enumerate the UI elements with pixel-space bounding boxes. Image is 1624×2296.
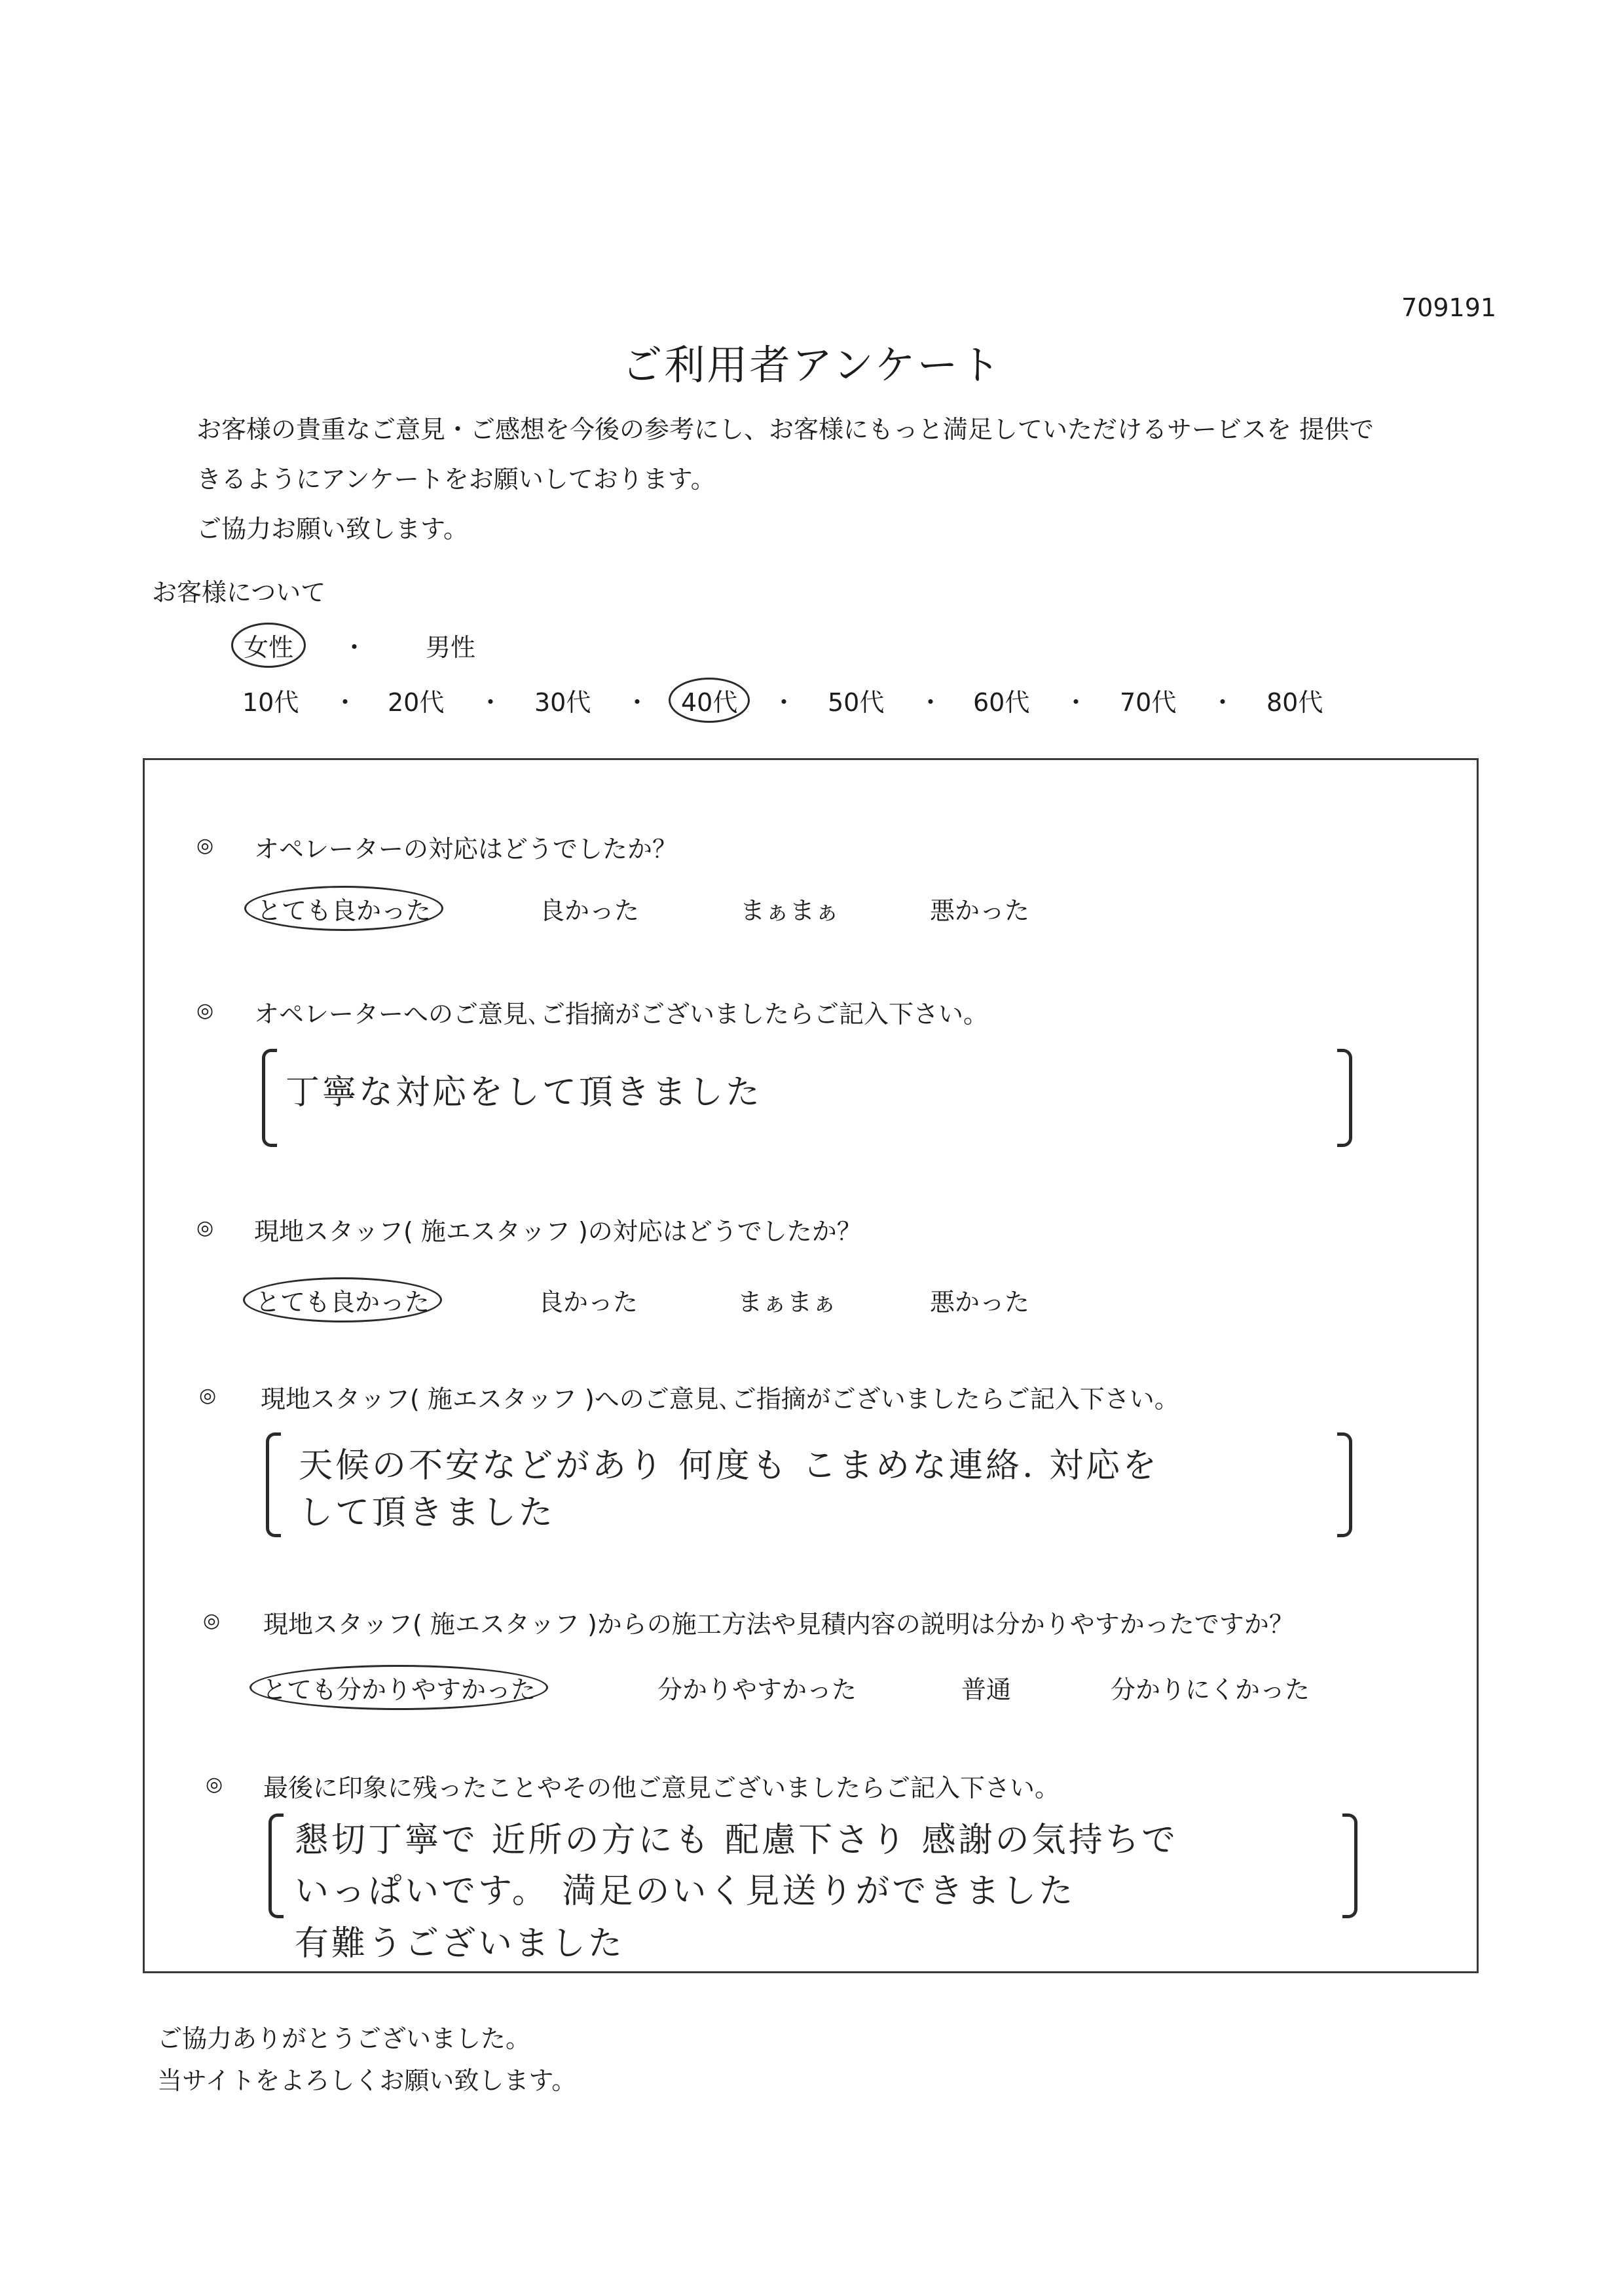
- closing-line: ご協力ありがとうございました。: [157, 2024, 531, 2053]
- option-very-easy[interactable]: とても分かりやすかった: [249, 1665, 548, 1710]
- intro-line: お客様の貴重なご意見・ご感想を今後の参考にし、お客様にもっと満足していただけるサービスを 提供で: [196, 415, 1375, 444]
- answer-bracket-right: [1342, 1813, 1357, 1918]
- customer-heading: お客様について: [152, 578, 326, 607]
- separator: ・: [918, 688, 944, 717]
- gender-option-male[interactable]: 男性: [426, 633, 476, 662]
- answer-bracket-right: [1337, 1049, 1352, 1147]
- question-operator-response: オペレーターの対応はどうでしたか？: [254, 835, 678, 864]
- option-good[interactable]: 良かった: [540, 896, 640, 925]
- answer-bracket-left: [266, 1432, 281, 1537]
- document-id: 709191: [1401, 293, 1497, 322]
- age-option-70[interactable]: 70代: [1120, 688, 1177, 717]
- question-bullet: ◎: [196, 834, 214, 857]
- question-explanation-clarity: 現地スタッフ( 施エスタッフ )からの施工方法や見積内容の説明は分かりやすかったですか？: [263, 1610, 1294, 1639]
- handwritten-answer-line: いっぱいです。 満足のいく見送りができました: [295, 1872, 1076, 1911]
- option-very-good[interactable]: とても良かった: [244, 886, 443, 931]
- intro-line: ご協力お願い致します。: [196, 515, 468, 543]
- separator: ・: [771, 688, 797, 717]
- option-bad[interactable]: 悪かった: [930, 1288, 1030, 1317]
- question-operator-comments: オペレーターへのご意見､ご指摘がございましたらご記入下さい。: [254, 1000, 989, 1029]
- separator: ・: [333, 688, 358, 717]
- handwritten-answer-line: 天候の不安などがあり 何度も こまめな連絡. 対応を: [299, 1446, 1160, 1485]
- age-option-40[interactable]: 40代: [669, 678, 750, 723]
- handwritten-answer-line: 丁寧な対応をして頂きました: [286, 1073, 763, 1112]
- option-very-good[interactable]: とても良かった: [243, 1277, 442, 1322]
- intro-line: きるようにアンケートをお願いしております。: [196, 465, 716, 494]
- option-hard[interactable]: 分かりにくかった: [1111, 1675, 1310, 1704]
- handwritten-answer-line: して頂きました: [299, 1493, 556, 1533]
- question-bullet: ◎: [199, 1384, 217, 1407]
- intro-text: [196, 405, 1374, 554]
- question-bullet: ◎: [206, 1773, 223, 1796]
- separator: ・: [1210, 688, 1236, 717]
- age-option-80[interactable]: 80代: [1266, 688, 1323, 717]
- closing-line: 当サイトをよろしくお願い致します。: [157, 2066, 577, 2095]
- separator: ・: [478, 688, 504, 717]
- age-option-10[interactable]: 10代: [242, 688, 299, 717]
- question-final-comments: 最後に印象に残ったことやその他ご意見ございましたらご記入下さい。: [263, 1774, 1060, 1802]
- question-staff-comments: 現地スタッフ( 施エスタッフ )へのご意見､ご指摘がございましたらご記入下さい。: [261, 1385, 1179, 1413]
- separator: ・: [1063, 688, 1089, 717]
- handwritten-answer-line: 懇切丁寧で 近所の方にも 配慮下さり 感謝の気持ちで: [295, 1821, 1179, 1860]
- age-option-50[interactable]: 50代: [828, 688, 885, 717]
- question-bullet: ◎: [196, 999, 214, 1022]
- option-so-so[interactable]: まぁまぁ: [740, 896, 840, 925]
- answer-bracket-left: [262, 1049, 277, 1147]
- answer-bracket-left: [268, 1813, 284, 1918]
- option-so-so[interactable]: まぁまぁ: [737, 1288, 838, 1317]
- separator: ・: [342, 633, 367, 662]
- age-option-20[interactable]: 20代: [388, 688, 445, 717]
- answer-bracket-right: [1337, 1432, 1352, 1537]
- age-option-60[interactable]: 60代: [973, 688, 1030, 717]
- gender-option-female[interactable]: 女性: [231, 623, 306, 668]
- separator: ・: [625, 688, 650, 717]
- age-option-30[interactable]: 30代: [534, 688, 591, 717]
- handwritten-answer-line: 有難うございました: [295, 1924, 625, 1963]
- question-staff-response: 現地スタッフ( 施エスタッフ )の対応はどうでしたか？: [254, 1217, 862, 1246]
- option-normal[interactable]: 普通: [961, 1675, 1012, 1704]
- page-title: ご利用者アンケート: [621, 341, 1003, 389]
- closing-text: [157, 2018, 576, 2102]
- question-bullet: ◎: [203, 1609, 221, 1632]
- option-easy[interactable]: 分かりやすかった: [657, 1675, 857, 1704]
- question-bullet: ◎: [196, 1216, 214, 1239]
- option-good[interactable]: 良かった: [538, 1288, 638, 1317]
- option-bad[interactable]: 悪かった: [930, 896, 1030, 925]
